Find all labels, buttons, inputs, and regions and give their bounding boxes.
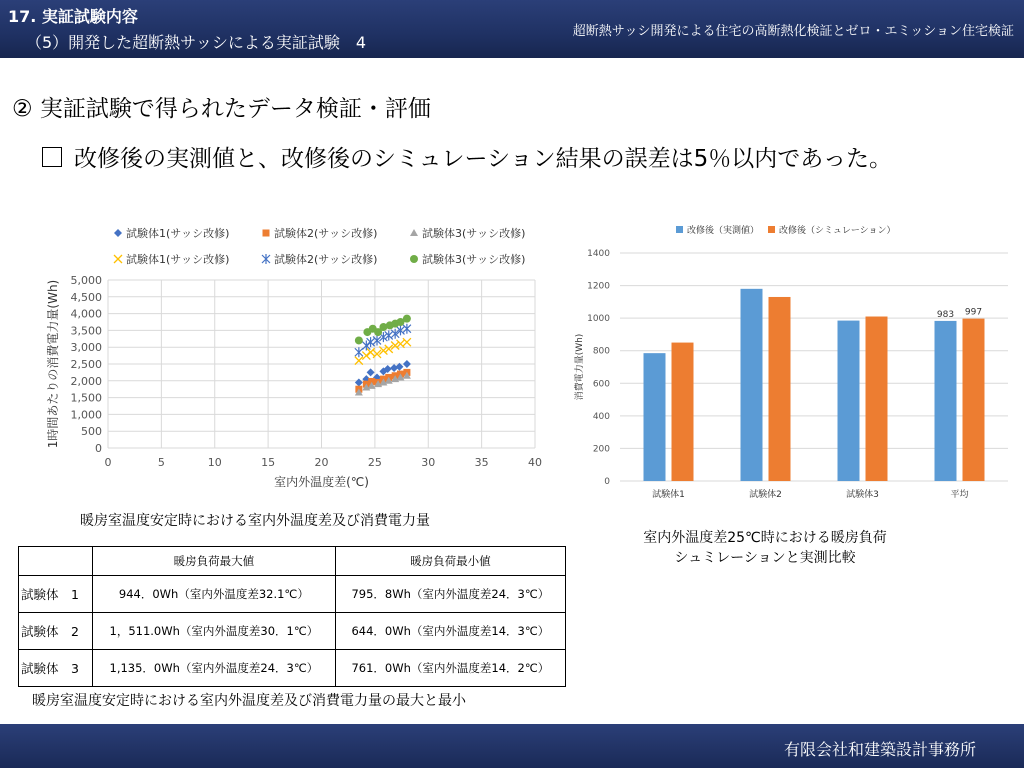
min-value: 644．0Wh（室内外温度差14．3℃） (335, 613, 565, 650)
table-header-cell (19, 547, 93, 576)
data-label: 997 (964, 307, 983, 318)
load-table (18, 546, 566, 687)
y-tick-label: 1200 (587, 281, 610, 292)
table-header-cell: 暖房負荷最大値 (93, 547, 336, 576)
legend-label: 試験体3(サッシ改修) (422, 253, 526, 266)
scatter-point (403, 324, 411, 334)
x-tick-label: 25 (367, 456, 382, 469)
project-title: 超断熱サッシ開発による住宅の高断熱化検証とゼロ・エミッション住宅検証 (572, 24, 1014, 39)
y-tick-label: 4,000 (70, 307, 102, 321)
scatter-legend (114, 226, 525, 266)
legend-swatch (676, 226, 683, 233)
x-tick-label: 35 (474, 456, 489, 469)
bar-caption-line2: シュミレーションと実測比較 (674, 550, 856, 566)
data-label: 983 (936, 309, 955, 320)
scatter-point (367, 368, 375, 376)
scatter-point (367, 337, 375, 347)
subsection-title: （5）開発した超断熱サッシによる実証試験 4 (26, 33, 367, 52)
y-tick-label: 200 (592, 444, 610, 455)
y-tick-label: 5,000 (70, 274, 102, 287)
legend-marker (262, 254, 270, 264)
x-tick-label: 40 (528, 456, 542, 469)
company-name: 有限会社和建築設計事務所 (783, 740, 976, 759)
row-label: 試験体 2 (19, 613, 93, 650)
legend-label: 試験体1(サッシ改修) (126, 253, 230, 266)
x-tick-label: 20 (314, 456, 329, 469)
bar (866, 317, 888, 481)
bar (935, 321, 957, 481)
legend-label: 試験体2(サッシ改修) (274, 253, 378, 266)
y-tick-label: 0 (604, 477, 610, 487)
scatter-point (385, 330, 393, 340)
y-tick-label: 1,000 (70, 408, 102, 422)
legend-label: 改修後（シミュレーション） (779, 226, 896, 236)
scatter-point (355, 336, 363, 344)
y-tick-label: 2,000 (70, 374, 102, 388)
x-tick-label: 試験体3 (846, 490, 879, 500)
table-row (19, 613, 566, 650)
bar (769, 297, 791, 481)
bar-caption-line1: 室内外温度差25℃時における暖房負荷 (643, 530, 887, 546)
x-tick-label: 試験体1 (652, 490, 685, 500)
scatter-point (403, 360, 411, 368)
scatter-point (355, 347, 363, 357)
scatter-point (355, 357, 363, 365)
footer-bar (0, 724, 1024, 768)
max-value: 1，511.0Wh（室内外温度差30．1℃） (93, 613, 336, 650)
x-tick-label: 5 (157, 456, 165, 469)
table-row (19, 650, 566, 687)
y-tick-label: 3,000 (70, 341, 102, 355)
y-tick-label: 400 (592, 411, 610, 422)
bar (672, 343, 694, 481)
scatter-point (367, 348, 375, 356)
table-header-row (19, 547, 566, 576)
table-caption: 暖房室温度安定時における室内外温度差及び消費電力量の最大と最小 (32, 693, 466, 709)
legend-marker (114, 229, 122, 237)
y-axis-label: 1時間あたりの消費電力量(Wh) (46, 279, 60, 449)
legend-label: 試験体3(サッシ改修) (422, 227, 526, 240)
page-heading: ② 実証試験で得られたデータ検証・評価 (12, 96, 431, 122)
legend-marker (410, 229, 418, 236)
y-tick-label: 1000 (587, 314, 610, 325)
scatter-chart (40, 215, 560, 500)
x-axis-label: 室内外温度差(℃) (274, 475, 369, 489)
y-tick-label: 600 (592, 379, 610, 390)
x-tick-label: 15 (261, 456, 276, 469)
scatter-point (403, 315, 411, 323)
legend-marker (114, 255, 122, 263)
bar-chart (568, 218, 1018, 508)
bullet-point (42, 140, 892, 173)
section-title: 17. 実証試験内容 (8, 7, 138, 26)
legend-marker (410, 255, 418, 263)
bar-caption (600, 528, 930, 568)
bar (838, 321, 860, 481)
y-tick-label: 1,500 (70, 391, 102, 405)
legend-label: 改修後（実測値） (687, 226, 760, 236)
bar (963, 319, 985, 481)
y-tick-label: 2,500 (70, 358, 102, 371)
legend-swatch (768, 226, 775, 233)
table-row (19, 576, 566, 613)
x-tick-label: 0 (104, 456, 112, 469)
legend-label: 試験体2(サッシ改修) (274, 227, 378, 240)
bar (741, 289, 763, 481)
x-tick-label: 30 (421, 456, 436, 469)
scatter-point (403, 338, 411, 346)
y-axis-label: 消費電力量(Wh) (575, 333, 585, 401)
legend-label: 試験体1(サッシ改修) (126, 227, 230, 240)
row-label: 試験体 1 (19, 576, 93, 613)
bullet-text: 改修後の実測値と、改修後のシミュレーション結果の誤差は5％以内であった。 (74, 146, 893, 172)
scatter-point (355, 378, 363, 386)
legend-marker (263, 230, 270, 237)
row-label: 試験体 3 (19, 650, 93, 687)
y-tick-label: 0 (95, 442, 102, 455)
checkbox-square-icon (42, 147, 62, 167)
y-tick-label: 4,500 (70, 290, 102, 304)
x-tick-label: 平均 (950, 490, 969, 500)
x-tick-label: 10 (207, 456, 222, 469)
table-header-cell: 暖房負荷最小値 (335, 547, 565, 576)
min-value: 761．0Wh（室内外温度差14．2℃） (335, 650, 565, 687)
x-tick-label: 試験体2 (749, 490, 782, 500)
min-value: 795．8Wh（室内外温度差24．3℃） (335, 576, 565, 613)
bar (644, 353, 666, 481)
scatter-caption: 暖房室温度安定時における室内外温度差及び消費電力量 (80, 513, 430, 529)
max-value: 944．0Wh（室内外温度差32.1℃） (93, 576, 336, 613)
scatter-point (362, 341, 370, 351)
y-tick-label: 1400 (587, 249, 610, 259)
bar-legend (676, 224, 895, 236)
header-bar (0, 0, 1024, 58)
y-tick-label: 500 (81, 425, 102, 439)
max-value: 1,135．0Wh（室内外温度差24．3℃） (93, 650, 336, 687)
y-tick-label: 800 (592, 346, 610, 357)
y-tick-label: 3,500 (70, 324, 102, 338)
